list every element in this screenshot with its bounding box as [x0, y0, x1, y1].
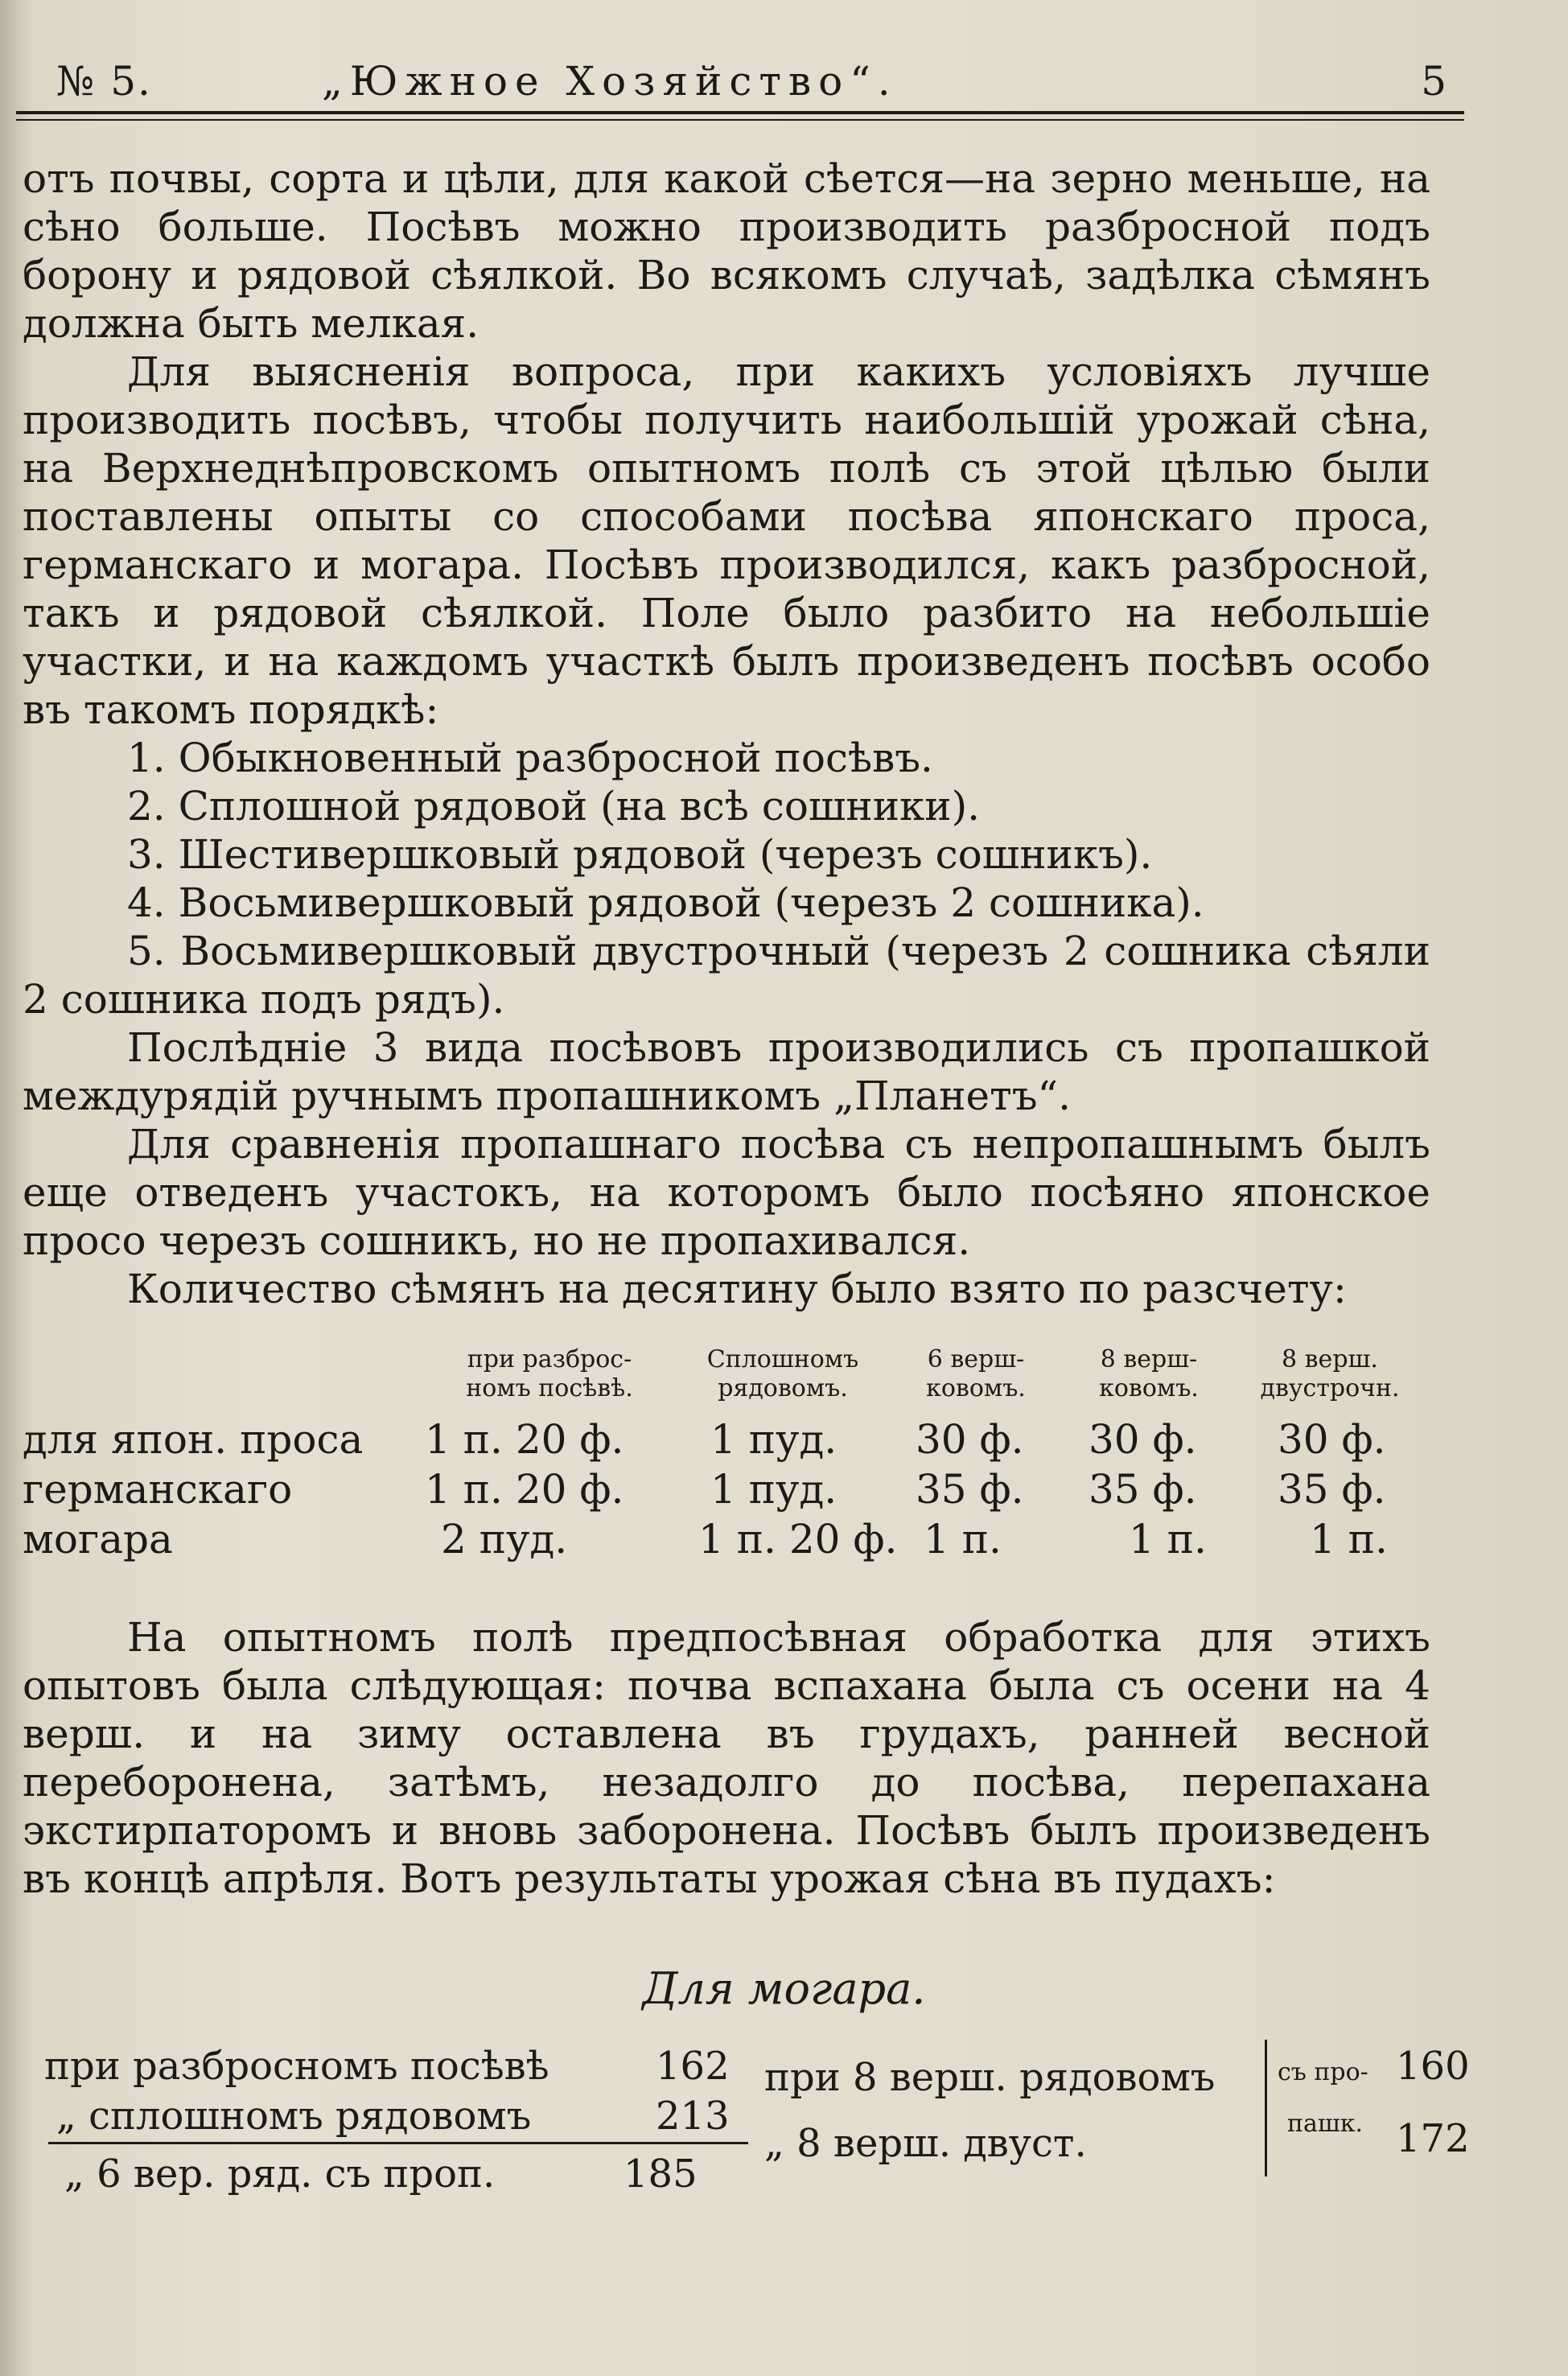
paragraph-5: Количество сѣмянъ на десятину было взято по разсчету:: [127, 1266, 1347, 1312]
brace-label: пашк.: [1287, 2110, 1364, 2138]
yield-results: [0, 2020, 1568, 2197]
issue-number: № 5.: [56, 58, 152, 105]
sum-rule: [48, 2142, 748, 2144]
sowing-methods-list: [23, 734, 1430, 1023]
crop-name: могара: [23, 1516, 173, 1563]
tillage-paragraph-block: [23, 1613, 1430, 1903]
body-text: [23, 154, 1430, 1313]
column-header: 8 верш. двустрочн.: [1260, 1345, 1400, 1402]
table-cell: 1 п.: [1129, 1516, 1207, 1563]
column-header: 6 верш- ковомъ.: [926, 1345, 1026, 1402]
list-item: 4. Восьмивершковый рядовой (черезъ 2 сошника).: [127, 879, 1204, 926]
paragraph-6: На опытномъ полѣ предпосѣвная обработка для этихъ опытовъ была слѣдующая: почва вспахана была съ осени на 4 верш. и на зиму оставлена въ грудахъ, ранней весной переборонена, затѣмъ, незадолго до посѣва, перепахана экстирпаторомъ и вновь заборонена. Посѣвъ былъ произведенъ въ концѣ апрѣля. Вотъ результаты урожая сѣна въ пудахъ:: [23, 1614, 1430, 1902]
table-cell: 35 ф.: [1278, 1466, 1386, 1513]
brace-rule: [1265, 2040, 1267, 2176]
result-label: „ 8 верш. двуст.: [764, 2121, 1087, 2166]
table-cell: 1 пуд.: [710, 1466, 838, 1513]
result-value: 185: [623, 2152, 698, 2197]
result-label: при разбросномъ посѣвѣ: [44, 2044, 549, 2089]
column-header: Сплошномъ рядовомъ.: [706, 1345, 859, 1402]
paragraph-3: Послѣдніе 3 вида посѣвовъ производились съ пропашкой междурядій ручнымъ пропашникомъ „Планетъ“.: [23, 1024, 1430, 1119]
result-value: 213: [656, 2094, 730, 2139]
page-number: 5: [1421, 58, 1448, 105]
result-value: 160: [1396, 2044, 1470, 2089]
table-cell: 2 пуд.: [441, 1516, 568, 1563]
crop-name: для япон. проса: [23, 1416, 364, 1463]
list-item: 3. Шестивершковый рядовой (черезъ сошникъ).: [127, 831, 1153, 878]
table-header-row: [23, 1345, 1447, 1414]
table-cell: 1 п.: [924, 1516, 1002, 1563]
table-cell: 1 п. 20 ф.: [698, 1516, 898, 1563]
column-header: 8 верш- ковомъ.: [1099, 1345, 1199, 1402]
table-cell: 1 п.: [1310, 1516, 1388, 1563]
table-cell: 1 п. 20 ф.: [425, 1416, 624, 1463]
result-value: 162: [656, 2044, 730, 2089]
column-header: при разброс- номъ посѣвѣ.: [466, 1345, 633, 1402]
table-cell: 1 п. 20 ф.: [425, 1466, 624, 1513]
paragraph-4: Для сравненія пропашнаго посѣва съ непропашнымъ былъ еще отведенъ участокъ, на которомъ было посѣяно японское просо черезъ сошникъ, но не пропахивался.: [23, 1121, 1430, 1264]
crop-name: германскаго: [23, 1466, 293, 1513]
table-row: [23, 1514, 1447, 1564]
results-subtitle: Для могара.: [642, 1963, 926, 2014]
header-rule-thin: [16, 119, 1464, 121]
result-label: при 8 верш. рядовомъ: [764, 2055, 1216, 2100]
list-item: 5. Восьмивершковый двустрочный (черезъ 2 сошника сѣяли 2 сошника подъ рядъ).: [23, 928, 1430, 1023]
paragraph-1: отъ почвы, сорта и цѣли, для какой сѣется—на зерно меньше, на сѣно больше. Посѣвъ можно производить разбросной подъ борону и рядовой сѣялкой. Во всякомъ случаѣ, задѣлка сѣмянъ должна быть мелкая.: [23, 155, 1430, 347]
journal-title: „Южное Хозяйство“.: [322, 58, 898, 105]
result-label: „ сплошномъ рядовомъ: [56, 2094, 532, 2139]
seed-rate-table: [23, 1345, 1447, 1564]
result-label: „ 6 вер. ряд. съ проп.: [64, 2152, 496, 2197]
table-row: [23, 1414, 1447, 1464]
list-item: 1. Обыкновенный разбросной посѣвъ.: [127, 735, 933, 781]
table-cell: 30 ф.: [1278, 1416, 1386, 1463]
table-cell: 35 ф.: [916, 1466, 1024, 1513]
table-cell: 30 ф.: [916, 1416, 1024, 1463]
table-cell: 35 ф.: [1089, 1466, 1197, 1513]
running-header: [56, 58, 1448, 114]
paragraph-2: Для выясненія вопроса, при какихъ условіяхъ лучше производить посѣвъ, чтобы получить наибольшій урожай сѣна, на Верхнеднѣпровскомъ опытномъ полѣ съ этой цѣлью были поставлены опыты со способами посѣва японскаго проса, германскаго и могара. Посѣвъ производился, какъ разбросной, такъ и рядовой сѣялкой. Поле было разбито на небольшіе участки, и на каждомъ участкѣ былъ произведенъ посѣвъ особо въ такомъ порядкѣ:: [23, 348, 1430, 733]
brace-label: съ про-: [1278, 2058, 1368, 2086]
table-cell: 30 ф.: [1089, 1416, 1197, 1463]
table-row: [23, 1464, 1447, 1514]
result-value: 172: [1396, 2116, 1470, 2161]
header-rule-thick: [16, 111, 1464, 114]
list-item: 2. Сплошной рядовой (на всѣ сошники).: [127, 783, 981, 830]
table-cell: 1 пуд.: [710, 1416, 838, 1463]
